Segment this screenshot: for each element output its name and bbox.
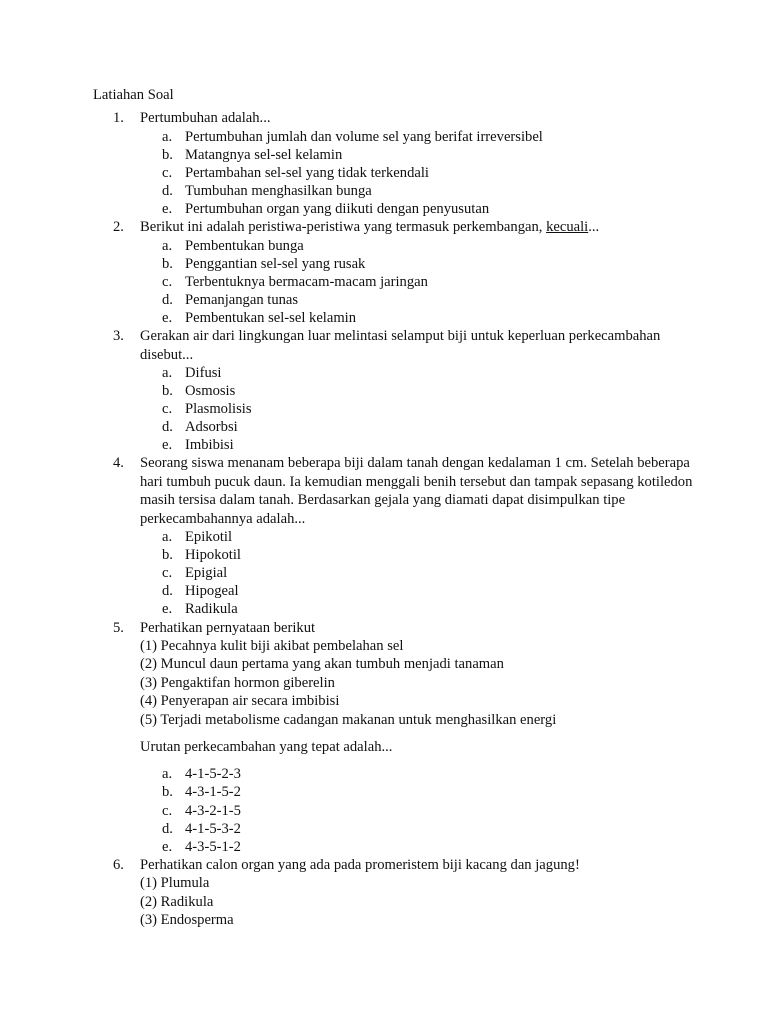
option-item xyxy=(140,838,708,856)
option-item xyxy=(140,436,708,454)
statement-item: (3) Pengaktifan hormon giberelin xyxy=(140,674,335,691)
option-text: 4-3-5-1-2 xyxy=(185,838,241,855)
question-number: 3. xyxy=(113,328,124,345)
question-number: 1. xyxy=(113,110,124,127)
options-list xyxy=(140,765,708,855)
option-item xyxy=(140,200,708,218)
statements-list xyxy=(140,874,708,929)
option-item xyxy=(140,273,708,291)
option-text: 4-1-5-2-3 xyxy=(185,766,241,783)
option-item xyxy=(140,783,708,801)
option-item xyxy=(140,182,708,200)
option-letter: c. xyxy=(162,401,173,418)
option-item xyxy=(140,528,708,546)
statement-item: (4) Penyerapan air secara imbibisi xyxy=(140,693,340,710)
option-letter: d. xyxy=(162,183,173,200)
question-number: 6. xyxy=(113,856,124,873)
option-text: Epigial xyxy=(185,565,228,582)
question-text: Perhatikan calon organ yang ada pada promeristem biji kacang dan jagung! xyxy=(140,856,580,873)
option-item xyxy=(140,164,708,182)
option-text: Pembentukan sel-sel kelamin xyxy=(185,310,357,327)
option-letter: d. xyxy=(162,583,173,600)
option-text: Tumbuhan menghasilkan bunga xyxy=(185,183,372,200)
option-letter: a. xyxy=(162,364,173,381)
option-letter: a. xyxy=(162,237,173,254)
option-letter: e. xyxy=(162,437,173,454)
option-item xyxy=(140,364,708,382)
option-text: Difusi xyxy=(185,364,222,381)
option-text: Pertumbuhan jumlah dan volume sel yang berifat irreversibel xyxy=(185,128,543,145)
option-item xyxy=(140,309,708,327)
option-item xyxy=(140,382,708,400)
question-2 xyxy=(93,218,708,327)
option-text: Terbentuknya bermacam-macam jaringan xyxy=(185,273,428,290)
option-letter: b. xyxy=(162,547,173,564)
option-text: Adsorbsi xyxy=(185,419,238,436)
page-title: Latiahan Soal xyxy=(93,87,174,103)
statements-list xyxy=(140,637,708,729)
question-text: Perhatikan pernyataan berikut xyxy=(140,619,316,636)
option-item xyxy=(140,237,708,255)
question-text: Gerakan air dari lingkungan luar melintasi selamput biji untuk keperluan perkecambahan disebut... xyxy=(140,328,661,363)
option-letter: b. xyxy=(162,784,173,801)
option-text: Pembentukan bunga xyxy=(185,237,304,254)
question-text: Seorang siswa menanam beberapa biji dalam tanah dengan kedalaman 1 cm. Setelah beberapa hari tumbuh pucuk daun. Ia kemudian menggali benih tersebut dan tampak sepasang kotiledon masih tersisa dalam tanah. Berdasarkan gejala yang diamati dapat disimpulkan tipe perkecambahannya adalah... xyxy=(140,455,693,527)
underlined-keyword: kecuali xyxy=(546,219,589,236)
option-item xyxy=(140,146,708,164)
option-text: Pertambahan sel-sel yang tidak terkendali xyxy=(185,165,429,181)
option-letter: e. xyxy=(162,310,173,327)
question-number: 4. xyxy=(113,455,124,472)
option-letter: c. xyxy=(162,565,173,582)
option-item xyxy=(140,400,708,418)
statement-item: (1) Plumula xyxy=(140,875,210,892)
question-5 xyxy=(93,619,708,856)
option-letter: d. xyxy=(162,419,173,436)
statement-item: (1) Pecahnya kulit biji akibat pembelahan sel xyxy=(140,637,404,654)
question-4 xyxy=(93,454,708,618)
option-text: Pemanjangan tunas xyxy=(185,291,299,308)
option-text: Imbibisi xyxy=(185,437,234,454)
options-list xyxy=(140,237,708,327)
followup-question: Urutan perkecambahan yang tepat adalah... xyxy=(140,738,393,755)
option-item xyxy=(140,600,708,618)
question-text xyxy=(140,218,708,236)
option-text: Epikotil xyxy=(185,529,233,546)
question-text-after: ... xyxy=(588,219,600,236)
option-letter: c. xyxy=(162,273,173,290)
option-letter: e. xyxy=(162,838,173,855)
option-item xyxy=(140,765,708,783)
option-item xyxy=(140,582,708,600)
option-letter: a. xyxy=(162,529,173,546)
option-item xyxy=(140,128,708,146)
question-text-before: Berikut ini adalah peristiwa-peristiwa yang termasuk perkembangan, xyxy=(140,219,547,236)
option-letter: b. xyxy=(162,146,173,163)
question-text: Pertumbuhan adalah... xyxy=(140,110,271,127)
option-item xyxy=(140,564,708,582)
option-letter: b. xyxy=(162,383,173,400)
option-letter: d. xyxy=(162,291,173,308)
statement-item: (2) Radikula xyxy=(140,893,214,910)
option-text: 4-3-2-1-5 xyxy=(185,802,241,819)
option-item xyxy=(140,546,708,564)
option-text: Matangnya sel-sel kelamin xyxy=(185,146,343,163)
option-text: Penggantian sel-sel yang rusak xyxy=(185,255,366,272)
option-letter: c. xyxy=(162,802,173,819)
question-number: 2. xyxy=(113,219,124,236)
option-letter: b. xyxy=(162,255,173,272)
option-letter: a. xyxy=(162,766,173,783)
option-letter: a. xyxy=(162,128,173,145)
option-item xyxy=(140,418,708,436)
option-letter: e. xyxy=(162,601,173,618)
option-text: Pertumbuhan organ yang diikuti dengan penyusutan xyxy=(185,201,490,218)
option-text: 4-3-1-5-2 xyxy=(185,784,241,801)
option-item xyxy=(140,802,708,820)
option-item xyxy=(140,291,708,309)
options-list xyxy=(140,528,708,618)
option-text: Hipogeal xyxy=(185,583,239,600)
option-letter: d. xyxy=(162,820,173,837)
question-1 xyxy=(93,109,708,218)
options-list xyxy=(140,128,708,218)
question-number: 5. xyxy=(113,619,124,636)
option-text: Osmosis xyxy=(185,383,236,400)
question-3 xyxy=(93,327,708,454)
option-text: 4-1-5-3-2 xyxy=(185,820,241,837)
option-text: Radikula xyxy=(185,601,238,618)
question-6 xyxy=(93,856,708,930)
option-letter: e. xyxy=(162,201,173,218)
option-item xyxy=(140,255,708,273)
option-item xyxy=(140,820,708,838)
statement-item: (2) Muncul daun pertama yang akan tumbuh menjadi tanaman xyxy=(140,656,504,673)
option-letter: c. xyxy=(162,165,173,181)
options-list xyxy=(140,364,708,454)
option-text: Hipokotil xyxy=(185,547,241,564)
statement-item: (3) Endosperma xyxy=(140,912,234,929)
option-text: Plasmolisis xyxy=(185,401,252,418)
statement-item: (5) Terjadi metabolisme cadangan makanan untuk menghasilkan energi xyxy=(140,711,557,728)
